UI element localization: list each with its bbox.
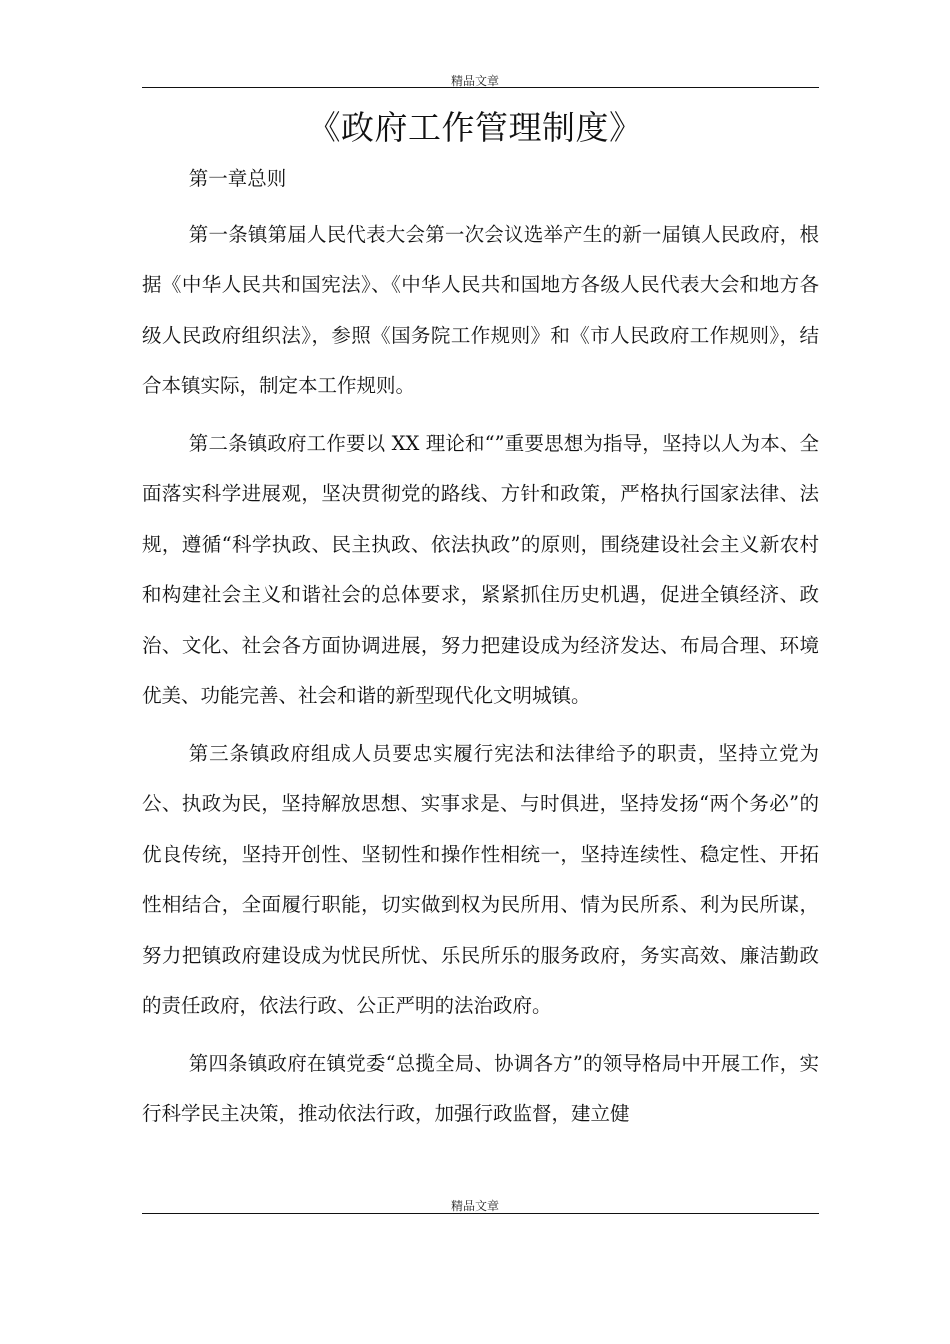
page-footer: 精品文章	[450, 1199, 499, 1213]
chapter-heading: 第一章总则	[188, 167, 287, 190]
article-2: 第二条镇政府工作要以 XX 理论和“”重要思想为指导，坚持以人为本、全面落实科学进展观，坚决贯彻党的路线、方针和政策，严格执行国家法律、法规，遵循“科学执政、民主执政、依法执政”的原则，围绕建设社会主义新农村和构建社会主义和谐社会的总体要求，紧紧抓住历史机遇，促进全镇经济、政治、文化、社会各方面协调进展，努力把建设成为经济发达、布局合理、环境优美、功能完善、社会和谐的新型现代化文明城镇。	[142, 431, 819, 707]
article-4: 第四条镇政府在镇党委“总揽全局、协调各方”的领导格局中开展工作，实行科学民主决策，推动依法行政，加强行政监督，建立健	[142, 1051, 819, 1125]
document-title: 《政府工作管理制度》	[307, 108, 643, 147]
footer-divider	[142, 1213, 819, 1214]
article-3: 第三条镇政府组成人员要忠实履行宪法和法律给予的职责，坚持立党为公、执政为民，坚持解放思想、实事求是、与时俱进，坚持发扬“两个务必”的优良传统，坚持开创性、坚韧性和操作性相统一，坚持连续性、稳定性、开拓性相结合，全面履行职能，切实做到权为民所用、情为民所系、利为民所谋，努力把镇政府建设成为忧民所忧、乐民所乐的服务政府，务实高效、廉洁勤政的责任政府，依法行政、公正严明的法治政府。	[142, 741, 819, 1017]
document-body	[142, 154, 819, 1147]
page-header: 精品文章	[450, 74, 499, 88]
article-1: 第一条镇第届人民代表大会第一次会议选举产生的新一届镇人民政府，根据《中华人民共和国宪法》、《中华人民共和国地方各级人民代表大会和地方各级人民政府组织法》，参照《国务院工作规则》和《市人民政府工作规则》，结合本镇实际，制定本工作规则。	[142, 222, 819, 397]
header-divider	[142, 87, 819, 88]
